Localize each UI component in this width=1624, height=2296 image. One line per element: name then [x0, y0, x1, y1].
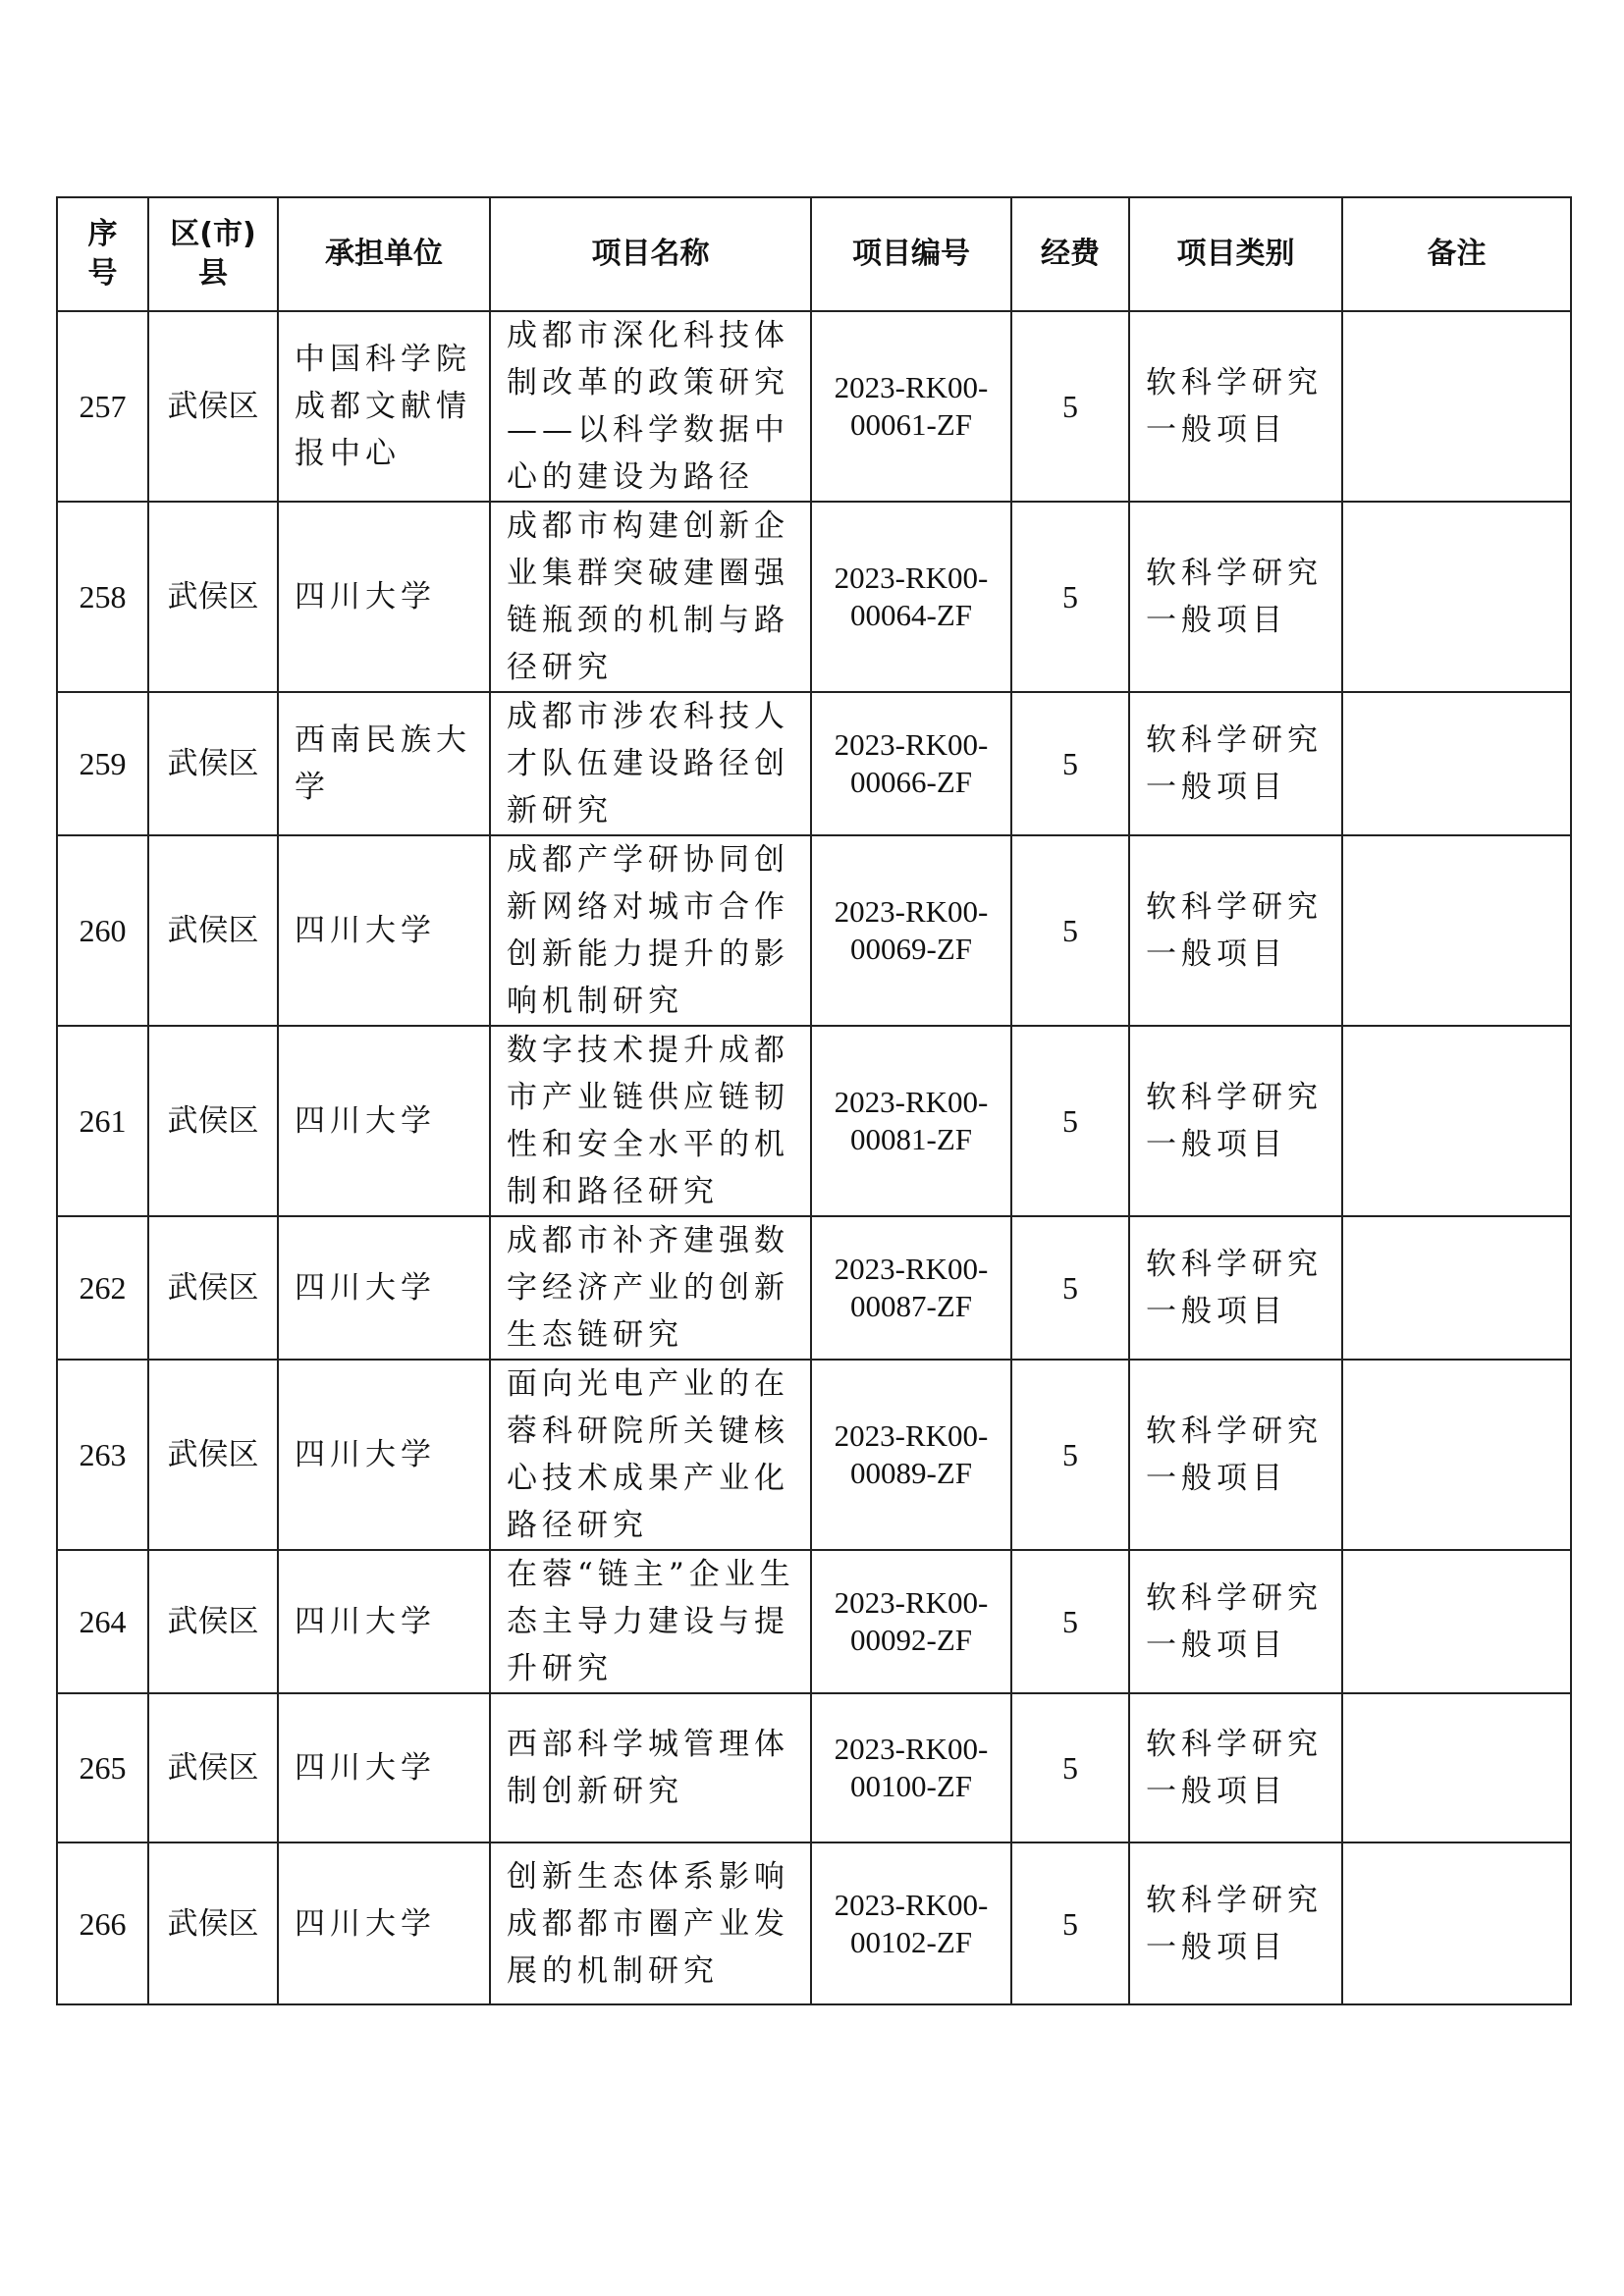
cell-project-code [811, 1026, 1011, 1216]
table-row [57, 835, 1571, 1026]
cell-unit: 四川大学 [278, 1550, 490, 1693]
cell-funding: 5 [1011, 1550, 1129, 1693]
table-row [57, 692, 1571, 835]
code-line2: 00081-ZF [850, 1122, 972, 1156]
cell-seq: 264 [57, 1550, 148, 1693]
cell-district: 武侯区 [148, 1693, 278, 1842]
code-line1: 2023-RK00- [834, 1252, 989, 1286]
cell-project-name: 在蓉“链主”企业生态主导力建设与提升研究 [490, 1550, 811, 1693]
cell-seq: 263 [57, 1360, 148, 1550]
cell-category: 软科学研究一般项目 [1129, 1693, 1342, 1842]
cell-unit: 西南民族大学 [278, 692, 490, 835]
cell-project-code [811, 1842, 1011, 2004]
cell-project-name: 面向光电产业的在蓉科研院所关键核心技术成果产业化路径研究 [490, 1360, 811, 1550]
table-row [57, 1550, 1571, 1693]
cell-project-code [811, 1216, 1011, 1360]
cell-remark [1342, 1026, 1571, 1216]
header-district-line2: 县 [198, 256, 228, 291]
cell-funding: 5 [1011, 502, 1129, 692]
code-line2: 00066-ZF [850, 765, 972, 799]
cell-seq: 266 [57, 1842, 148, 2004]
cell-seq: 260 [57, 835, 148, 1026]
cell-seq: 265 [57, 1693, 148, 1842]
header-seq [57, 197, 148, 311]
cell-unit: 四川大学 [278, 835, 490, 1026]
cell-category: 软科学研究一般项目 [1129, 311, 1342, 502]
cell-project-name: 西部科学城管理体制创新研究 [490, 1693, 811, 1842]
code-line1: 2023-RK00- [834, 1585, 989, 1620]
table-row [57, 1216, 1571, 1360]
code-line1: 2023-RK00- [834, 1418, 989, 1453]
header-category: 项目类别 [1129, 197, 1342, 311]
cell-district: 武侯区 [148, 1842, 278, 2004]
code-line1: 2023-RK00- [834, 1887, 989, 1922]
table-row [57, 311, 1571, 502]
code-line2: 00102-ZF [850, 1924, 972, 1959]
cell-project-code [811, 692, 1011, 835]
cell-category: 软科学研究一般项目 [1129, 1216, 1342, 1360]
code-line2: 00089-ZF [850, 1456, 972, 1490]
project-table [56, 196, 1572, 2005]
cell-district: 武侯区 [148, 1026, 278, 1216]
header-code: 项目编号 [811, 197, 1011, 311]
cell-funding: 5 [1011, 1026, 1129, 1216]
cell-funding: 5 [1011, 835, 1129, 1026]
cell-project-code [811, 1360, 1011, 1550]
cell-remark [1342, 1693, 1571, 1842]
cell-remark [1342, 502, 1571, 692]
cell-unit: 四川大学 [278, 1026, 490, 1216]
code-line1: 2023-RK00- [834, 727, 989, 762]
code-line1: 2023-RK00- [834, 894, 989, 929]
cell-district: 武侯区 [148, 835, 278, 1026]
cell-seq: 262 [57, 1216, 148, 1360]
header-district [148, 197, 278, 311]
cell-remark [1342, 311, 1571, 502]
cell-project-code [811, 835, 1011, 1026]
code-line2: 00092-ZF [850, 1623, 972, 1657]
cell-category: 软科学研究一般项目 [1129, 1360, 1342, 1550]
code-line2: 00061-ZF [850, 407, 972, 442]
cell-project-code [811, 502, 1011, 692]
cell-district: 武侯区 [148, 502, 278, 692]
cell-category: 软科学研究一般项目 [1129, 502, 1342, 692]
cell-remark [1342, 1842, 1571, 2004]
code-line2: 00087-ZF [850, 1289, 972, 1323]
table-row [57, 502, 1571, 692]
cell-unit: 四川大学 [278, 1693, 490, 1842]
cell-remark [1342, 835, 1571, 1026]
cell-district: 武侯区 [148, 311, 278, 502]
cell-unit: 四川大学 [278, 1360, 490, 1550]
cell-unit: 四川大学 [278, 1216, 490, 1360]
cell-district: 武侯区 [148, 1216, 278, 1360]
header-district-line1: 区(市) [170, 217, 256, 251]
code-line1: 2023-RK00- [834, 561, 989, 595]
code-line2: 00100-ZF [850, 1769, 972, 1803]
cell-category: 软科学研究一般项目 [1129, 1842, 1342, 2004]
cell-remark [1342, 692, 1571, 835]
cell-remark [1342, 1360, 1571, 1550]
cell-project-name: 成都市深化科技体制改革的政策研究——以科学数据中心的建设为路径 [490, 311, 811, 502]
cell-project-name: 成都市补齐建强数字经济产业的创新生态链研究 [490, 1216, 811, 1360]
cell-seq: 258 [57, 502, 148, 692]
cell-district: 武侯区 [148, 1360, 278, 1550]
cell-project-name: 数字技术提升成都市产业链供应链韧性和安全水平的机制和路径研究 [490, 1026, 811, 1216]
cell-category: 软科学研究一般项目 [1129, 835, 1342, 1026]
header-funding: 经费 [1011, 197, 1129, 311]
cell-remark [1342, 1216, 1571, 1360]
header-seq-line1: 序 [87, 217, 118, 251]
cell-funding: 5 [1011, 692, 1129, 835]
header-seq-line2: 号 [87, 256, 118, 291]
table-row [57, 1026, 1571, 1216]
code-line2: 00069-ZF [850, 932, 972, 966]
header-unit: 承担单位 [278, 197, 490, 311]
cell-category: 软科学研究一般项目 [1129, 692, 1342, 835]
cell-category: 软科学研究一般项目 [1129, 1550, 1342, 1693]
table-row [57, 1360, 1571, 1550]
cell-unit: 中国科学院成都文献情报中心 [278, 311, 490, 502]
code-line1: 2023-RK00- [834, 1085, 989, 1119]
cell-unit: 四川大学 [278, 1842, 490, 2004]
cell-funding: 5 [1011, 1216, 1129, 1360]
header-remark: 备注 [1342, 197, 1571, 311]
cell-unit: 四川大学 [278, 502, 490, 692]
cell-district: 武侯区 [148, 692, 278, 835]
code-line1: 2023-RK00- [834, 1732, 989, 1766]
code-line1: 2023-RK00- [834, 370, 989, 404]
cell-funding: 5 [1011, 1693, 1129, 1842]
cell-funding: 5 [1011, 1360, 1129, 1550]
cell-category: 软科学研究一般项目 [1129, 1026, 1342, 1216]
cell-project-name: 成都产学研协同创新网络对城市合作创新能力提升的影响机制研究 [490, 835, 811, 1026]
table-header-row [57, 197, 1571, 311]
cell-funding: 5 [1011, 1842, 1129, 2004]
cell-project-name: 成都市构建创新企业集群突破建圈强链瓶颈的机制与路径研究 [490, 502, 811, 692]
cell-project-name: 创新生态体系影响成都都市圈产业发展的机制研究 [490, 1842, 811, 2004]
cell-seq: 257 [57, 311, 148, 502]
cell-district: 武侯区 [148, 1550, 278, 1693]
cell-project-name: 成都市涉农科技人才队伍建设路径创新研究 [490, 692, 811, 835]
cell-project-code [811, 311, 1011, 502]
cell-project-code [811, 1693, 1011, 1842]
code-line2: 00064-ZF [850, 598, 972, 632]
cell-seq: 261 [57, 1026, 148, 1216]
cell-remark [1342, 1550, 1571, 1693]
header-name: 项目名称 [490, 197, 811, 311]
cell-project-code [811, 1550, 1011, 1693]
table-row [57, 1693, 1571, 1842]
cell-seq: 259 [57, 692, 148, 835]
cell-funding: 5 [1011, 311, 1129, 502]
table-row [57, 1842, 1571, 2004]
